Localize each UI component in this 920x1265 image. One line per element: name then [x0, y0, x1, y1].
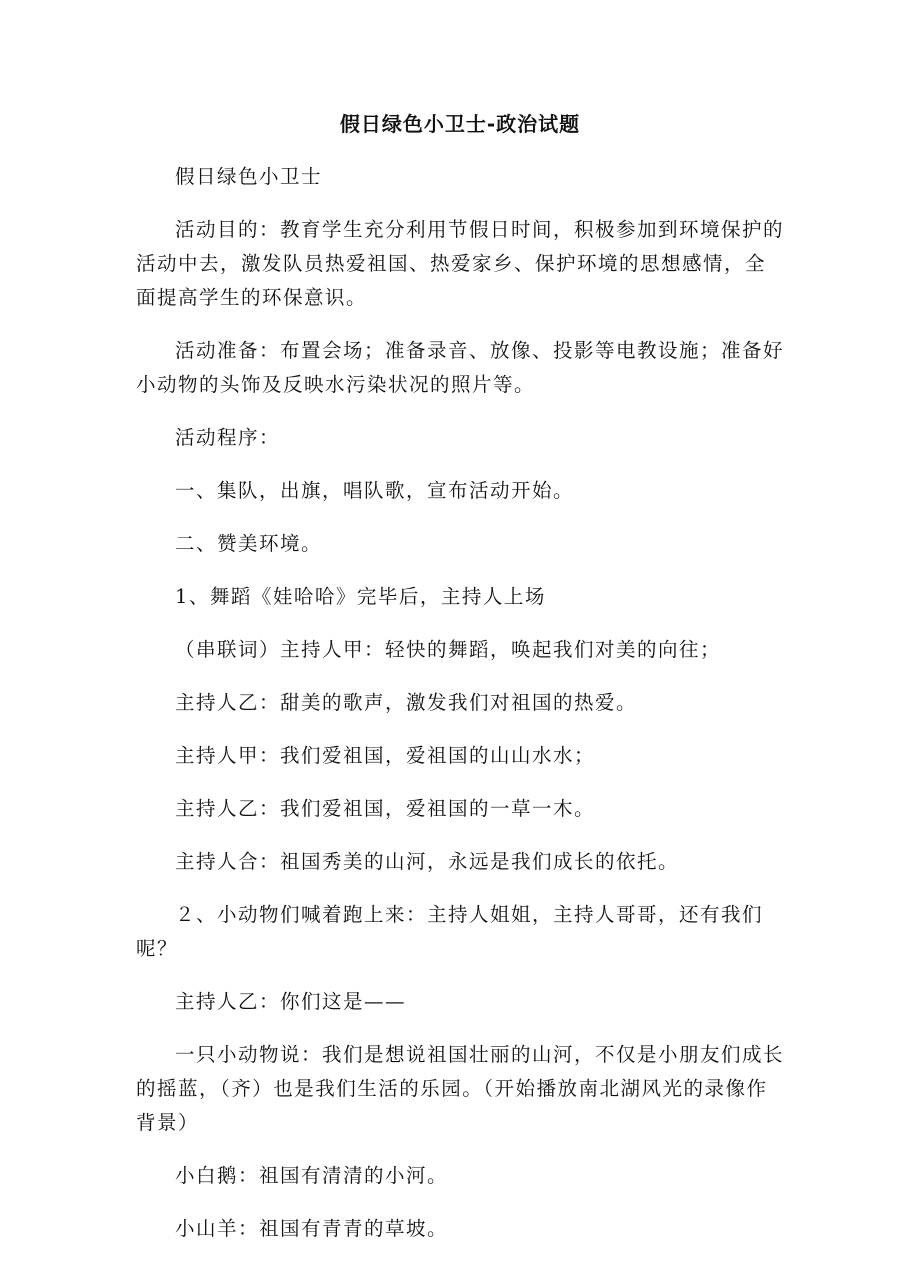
paragraph-host-a-2: 主持人甲：我们爱祖国，爱祖国的山山水水；: [175, 744, 596, 767]
document-title: 假日绿色小卫士-政治试题: [339, 112, 581, 136]
paragraph-host-b-2: 主持人乙：我们爱祖国，爱祖国的一草一木。: [175, 797, 596, 820]
paragraph-animal-speech: 一只小动物说：我们是想说祖国壮丽的山河，不仅是小朋友们成长的摇蓝，（齐）也是我们生活的乐园。（开始播放南北湖风光的录像作背景）: [136, 1043, 785, 1134]
paragraph-subtitle: 假日绿色小卫士: [175, 165, 323, 188]
paragraph-dance: 1、舞蹈《娃哈哈》完毕后，主持人上场: [175, 585, 546, 608]
paragraph-host-a-1: （串联词）主持人甲：轻快的舞蹈，唤起我们对美的向往；: [175, 638, 722, 661]
paragraph-step-two: 二、赞美环境。: [175, 532, 323, 555]
paragraph-activity-preparation: 活动准备：布置会场；准备录音、放像、投影等电教设施；准备好小动物的头饰及反映水污染状况的照片等。: [136, 339, 785, 396]
paragraph-animals-enter: ２、小动物们喊着跑上来：主持人姐姐，主持人哥哥，还有我们呢？: [136, 903, 764, 960]
document-body: [136, 160, 786, 1265]
paragraph-hosts-together: 主持人合：祖国秀美的山河，永远是我们成长的依托。: [175, 850, 680, 873]
paragraph-activity-procedure: 活动程序：: [175, 426, 281, 449]
paragraph-little-goat: 小山羊：祖国有青青的草坡。: [175, 1217, 449, 1240]
paragraph-white-goose: 小白鹅：祖国有清清的小河。: [175, 1164, 449, 1187]
paragraph-activity-purpose: 活动目的：教育学生充分利用节假日时间，积极参加到环境保护的活动中去，激发队员热爱祖国、热爱家乡、保护环境的思想感情，全面提高学生的环保意识。: [136, 218, 785, 309]
paragraph-step-one: 一、集队，出旗，唱队歌，宣布活动开始。: [175, 479, 575, 502]
paragraph-host-b-3: 主持人乙：你们这是——: [175, 990, 407, 1013]
paragraph-host-b-1: 主持人乙：甜美的歌声，激发我们对祖国的热爱。: [175, 691, 638, 714]
